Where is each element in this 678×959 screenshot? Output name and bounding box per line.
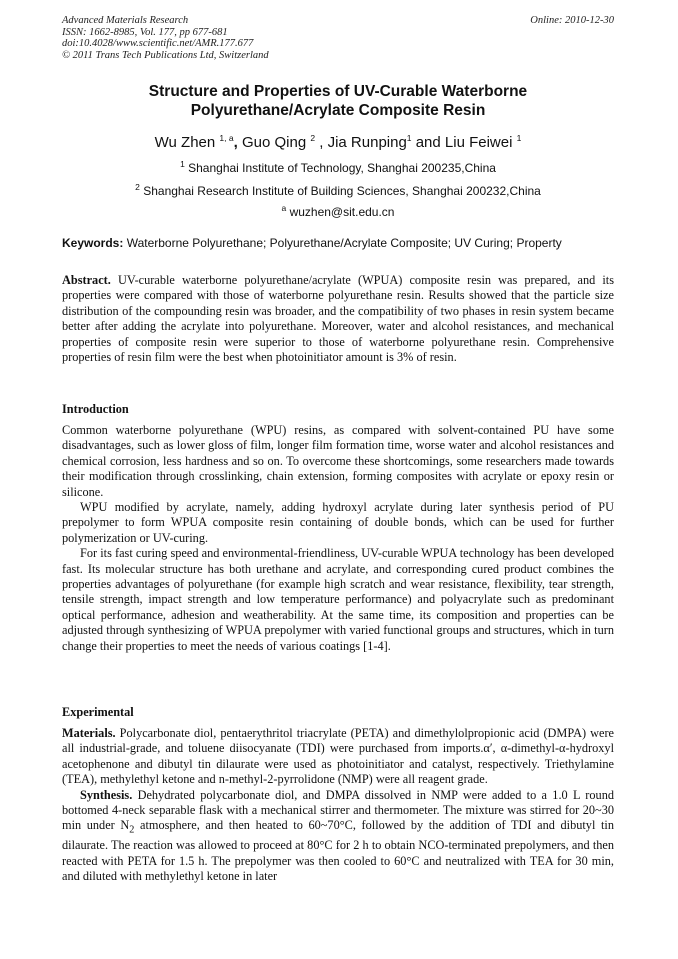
doi-line: doi:10.4028/www.scientific.net/AMR.177.677 — [62, 38, 254, 50]
author-affil-mark: 1, a — [219, 133, 234, 143]
paper-title — [62, 82, 614, 120]
affiliation-1 — [62, 157, 614, 175]
author-name: Liu Feiwei — [444, 134, 517, 151]
abstract-text: UV-curable waterborne polyurethane/acrylate (WPUA) composite resin was prepared, and its properties were compared with those of waterborne polyurethane resin. Results showed that the particle size distribution of the compounding resin was broader, and the compatibility of two phases in resin system became better after adding the acrylate into polyurethane. Moreover, water and alcohol resistances, and mechanical properties of composite resin were superior to those of waterborne polyurethane resin. Comprehensive properties of resin film were the best when photoinitiator amount is 3% of resin. — [62, 273, 614, 365]
section-heading-introduction: Introduction — [62, 402, 129, 416]
author-affil-mark: 1 — [516, 133, 522, 143]
affiliation-mark: a — [281, 203, 287, 213]
author-name: Jia Runping — [327, 134, 407, 151]
affiliation-text: Shanghai Research Institute of Building Sciences, Shanghai 200232,China — [139, 184, 541, 198]
synthesis-paragraph — [62, 788, 614, 885]
abstract-label: Abstract. — [62, 273, 111, 287]
intro-paragraph: For its fast curing speed and environmental-friendliness, UV-curable WPUA technology has been developed fast. Its molecular structure has both urethane and acrylate, and corresponding cured product combines the properties advantages of polyurethane (for example high scratch and wear resistance, flexibility, tear strength, tensile strength, impact strength and low temperature performance) and polyacrylate such as predominant optical performance, adhesion and weatherability. At the same time, its composition and properties can be adjusted through synthesizing of WPUA prepolymer with varied functional groups and structures, which in turn change their properties to meet the needs of various coatings [1-4]. — [62, 546, 614, 653]
author-list — [62, 129, 614, 152]
affiliation-mark: 1 — [180, 159, 185, 169]
affiliation-mark: 2 — [135, 182, 140, 192]
synthesis-label: Synthesis. — [80, 787, 133, 802]
author-separator: and — [411, 134, 445, 151]
issn-line: ISSN: 1662-8985, Vol. 177, pp 677-681 — [62, 26, 228, 38]
abstract-paragraph — [62, 273, 614, 365]
affiliation-2 — [62, 180, 614, 198]
materials-label: Materials. — [62, 726, 116, 740]
introduction-section — [62, 423, 614, 654]
journal-name: Advanced Materials Research — [62, 15, 189, 26]
author-email — [62, 201, 614, 219]
author-name: Guo Qing — [241, 134, 311, 151]
synthesis-text: Dehydrated polycarbonate diol, and DMPA dissolved in NMP were added to a 1.0 L round bottomed 4-neck separable flask with a mechanical stirrer and thermometer. The mixture was stirred for 20~30 min under N — [62, 787, 614, 833]
copyright-line: © 2011 Trans Tech Publications Ltd, Switzerland — [62, 49, 269, 61]
keywords — [62, 236, 614, 250]
abstract — [62, 273, 614, 365]
materials-text: Polycarbonate diol, pentaerythritol triacrylate (PETA) and dimethylolpropionic acid (DMPA) were all industrial-grade, and toluene diisocyanate (TDI) were purchased from imports.α′, α-dimethyl-α-hydroxyl acetophenone and dibutyl tin dilaurate were used as photoinitiator and catalyst, respectively. Triethylamine (TEA), methylethyl ketone and n-methyl-2-pyrrolidone (NMP) were all reagent grade. — [62, 726, 614, 787]
section-heading-experimental: Experimental — [62, 705, 134, 719]
author-name: Wu Zhen — [154, 134, 220, 151]
author-affil-mark: 1 — [406, 133, 412, 143]
subscript-2: 2 — [129, 824, 135, 836]
experimental-section — [62, 726, 614, 885]
email-text: wuzhen@sit.edu.cn — [286, 205, 395, 219]
keywords-label: Keywords: — [62, 236, 124, 250]
affiliation-text: Shanghai Institute of Technology, Shanghai 200235,China — [184, 161, 496, 175]
journal-header — [62, 15, 269, 61]
intro-paragraph: WPU modified by acrylate, namely, adding hydroxyl acrylate during later synthesis period of PU prepolymer to form WPUA composite resin containing of double bonds, which can be used for further polymerization or UV-curing. — [62, 500, 614, 545]
author-separator: , — [233, 134, 242, 151]
title-line-1: Structure and Properties of UV-Curable Waterborne — [148, 83, 528, 100]
author-separator: , — [315, 134, 328, 151]
intro-paragraph: Common waterborne polyurethane (WPU) resins, as compared with solvent-contained PU have some disadvantages, such as lower gloss of film, longer film formation time, worse water and alcohol resistances and chemical corrosion, less hardness and so on. To overcome these shortcomings, some researchers made towards their modification through crosslinking, chain extension, forming composites with acrylate or epoxy resin or silicone. — [62, 423, 614, 499]
materials-paragraph — [62, 726, 614, 788]
keywords-text: Waterborne Polyurethane; Polyurethane/Acrylate Composite; UV Curing; Property — [123, 236, 562, 250]
title-line-2: Polyurethane/Acrylate Composite Resin — [190, 102, 486, 119]
synthesis-text-cont: atmosphere, and then heated to 60~70°C, followed by the addition of TDI and dibutyl tin dilaurate. The reaction was allowed to proceed at 80°C for 2 h to obtain NCO-terminated prepolymers, and then reacted with PETA for 1.5 h. The prepolymer was then cooled to 60°C and neutralized with TEA for 30 min, and diluted with methylethyl ketone in later — [62, 818, 614, 884]
online-date: Online: 2010-12-30 — [530, 15, 614, 26]
author-affil-mark: 2 — [310, 133, 316, 143]
